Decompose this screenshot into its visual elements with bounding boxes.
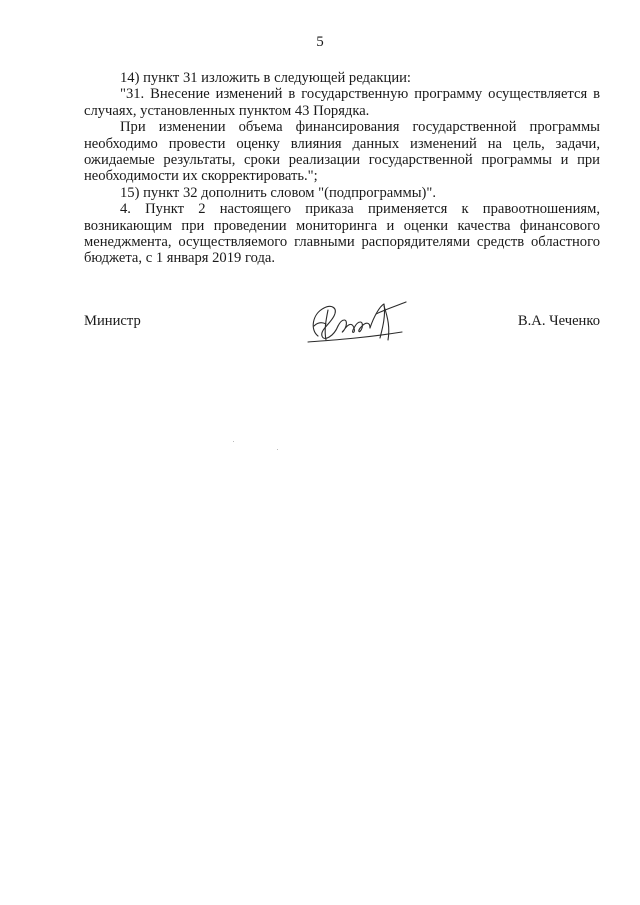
handwritten-signature [304,296,412,348]
page-number: 5 [316,34,324,50]
scan-speck [233,441,234,442]
scan-speck [277,449,278,450]
paragraph-item-15: 15) пункт 32 дополнить словом "(подпрограммы)". [120,184,436,201]
signature-position-label: Министр [84,313,141,329]
paragraph-quoted-31: "31. Внесение изменений в государственную программу осуществляется в случаях, установленных пунктом 43 Порядка. [84,86,600,119]
paragraph-clause-4: 4. Пункт 2 настоящего приказа применяется к правоотношениям, возникающим при проведении мониторинга и оценки качества финансового менеджмента, осуществляемого главными распорядителями средств областного бюджета, с 1 января 2019 года. [84,201,600,267]
document-body [84,70,600,267]
signer-name: В.А. Чеченко [517,313,600,329]
paragraph-financing-change: При изменении объема финансирования государственной программы необходимо провести оценку влияния данных изменений на цель, задачи, ожидаемые результаты, сроки реализации государственной программы и при необходимости их скорректировать."; [84,119,600,185]
paragraph-item-14: 14) пункт 31 изложить в следующей редакции: [120,70,411,86]
